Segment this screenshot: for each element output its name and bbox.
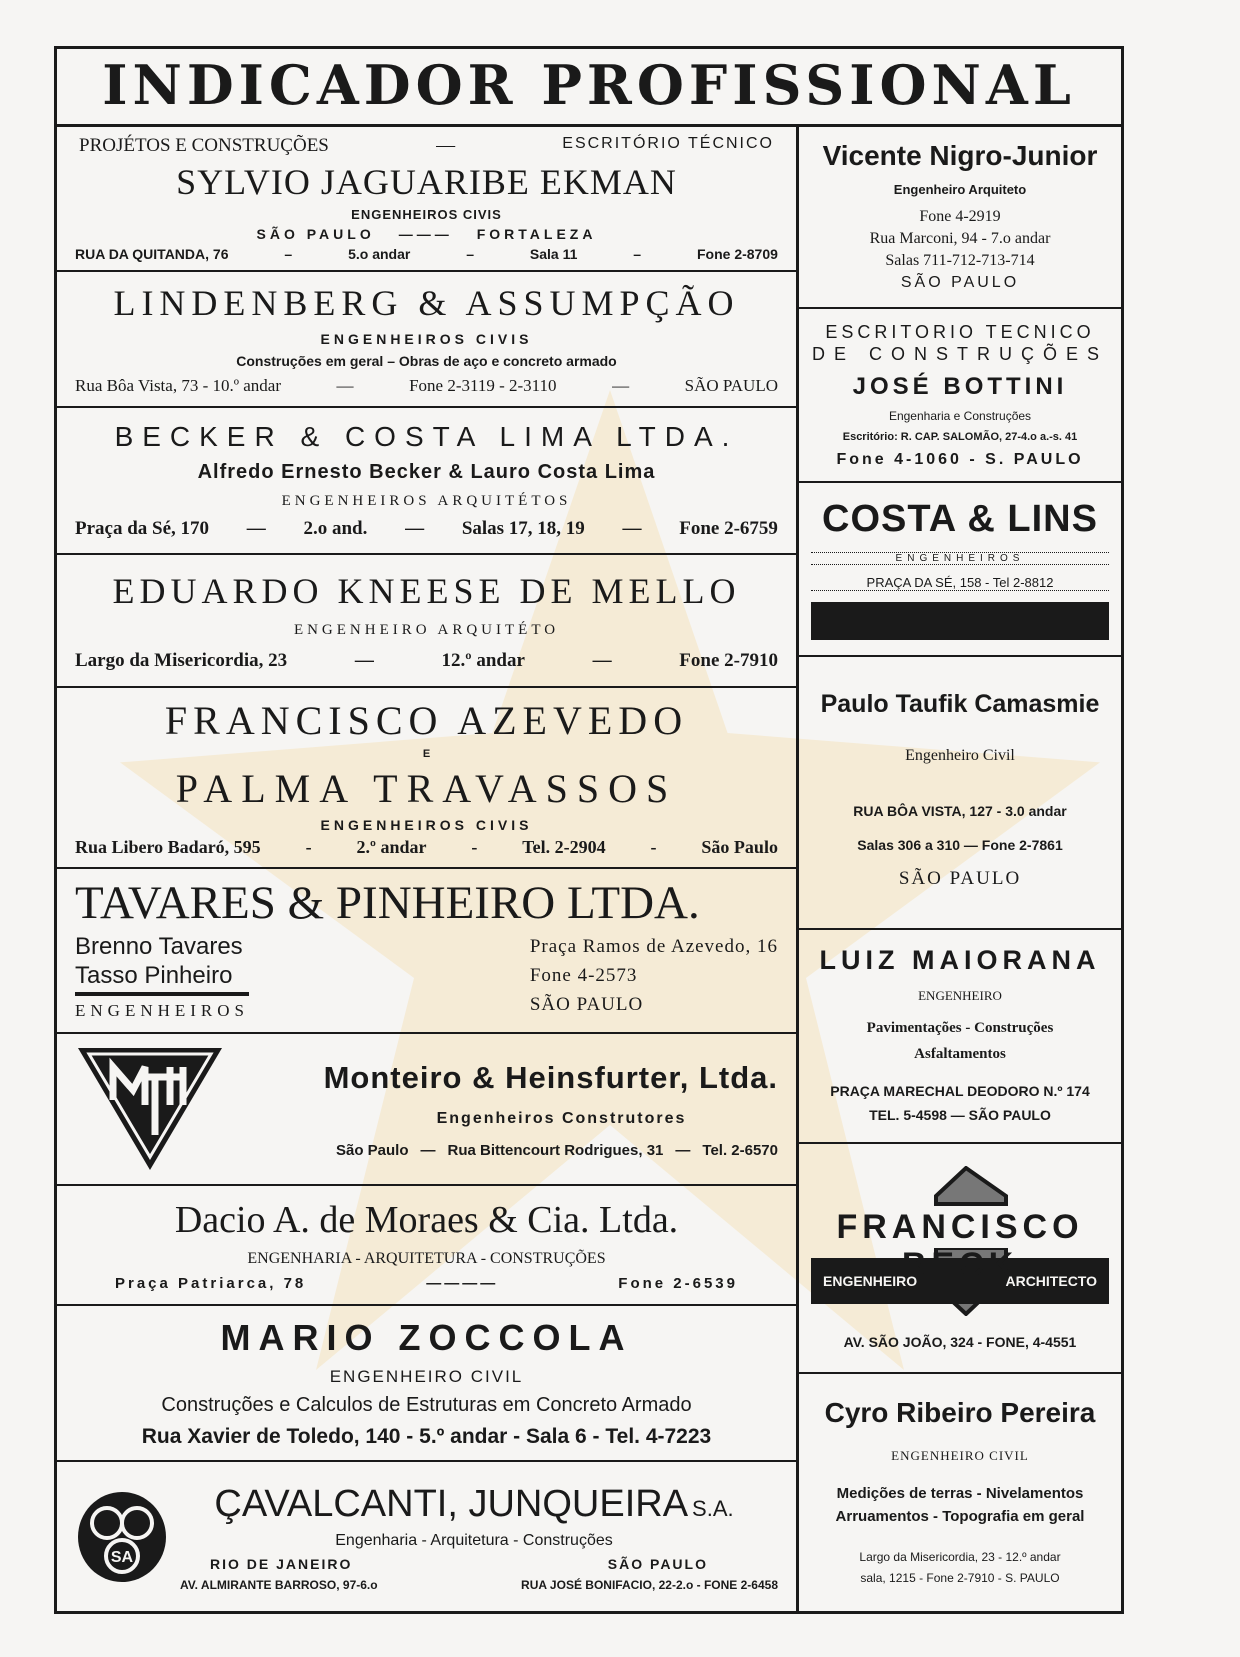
address: PRAÇA MARECHAL DEODORO N.º 174: [830, 1082, 1090, 1099]
ad-subtitle: ENGENHARIA - ARQUITETURA - CONSTRUÇÕES: [247, 1249, 606, 1267]
ad-cavalcanti-junqueira: [57, 1462, 796, 1612]
ad-dacio-moraes: [57, 1186, 796, 1306]
ad-subtitle: Engenheiros Construtores: [436, 1109, 687, 1127]
dash: –: [466, 246, 475, 262]
ad-people: Alfredo Ernesto Becker & Lauro Costa Lima: [197, 461, 656, 484]
ad-heading: DE CONSTRUÇÕES: [811, 344, 1108, 364]
city: SÃO PAULO: [256, 226, 375, 242]
ad-description: Pavimentações - Construções: [866, 1020, 1054, 1037]
address: Rua Bittencourt Rodrigues, 31: [447, 1141, 664, 1159]
ad-name: FRANCISCO BECK: [836, 1208, 1084, 1284]
prism-top-icon: [921, 1166, 1011, 1206]
band-label: ARCHITECTO: [1005, 1273, 1097, 1289]
address: Rua Marconi, 94 - 7.o andar: [869, 229, 1051, 247]
address: Rua Bôa Vista, 73 - 10.º andar: [75, 375, 282, 395]
ad-name-1: FRANCISCO AZEVEDO: [164, 697, 689, 743]
address: Praça da Sé, 170: [75, 518, 210, 540]
person: Brenno Tavares: [75, 933, 243, 961]
dash: –: [633, 246, 642, 262]
ad-name: LUIZ MAIORANA: [819, 945, 1101, 976]
ad-name: TAVARES & PINHEIRO LTDA.: [75, 876, 700, 929]
dash: ————: [426, 1275, 499, 1293]
address: Escritório: R. CAP. SALOMÃO, 27-4.o a.-s. 41: [842, 431, 1078, 443]
dash: —: [354, 649, 374, 671]
address: RUA BÔA VISTA, 127 - 3.0 andar: [853, 802, 1067, 819]
ad-becker-costa-lima: [57, 408, 796, 555]
address: RUA DA QUITANDA, 76: [75, 246, 229, 262]
svg-text:SA: SA: [110, 1548, 134, 1566]
rooms: Salas 17, 18, 19: [461, 518, 585, 540]
ad-name: BECKER & COSTA LIMA LTDA.: [114, 420, 739, 452]
dash: –: [284, 246, 293, 262]
address: AV. SÃO JOÃO, 324 - FONE, 4-4551: [843, 1334, 1077, 1350]
ad-azevedo-travassos: [57, 688, 796, 869]
ad-subtitle: ENGENHEIROS ARQUITÉTOS: [281, 492, 572, 509]
phone: Fone 4-2919: [919, 207, 1001, 225]
city: RIO DE JANEIRO: [210, 1555, 353, 1572]
mh-logo-icon: [75, 1045, 225, 1173]
ad-name: Dacio A. de Moraes & Cia. Ltda.: [174, 1198, 679, 1241]
floor: 5.o andar: [348, 246, 411, 262]
dash: —: [612, 375, 630, 395]
ad-name: Monteiro & Heinsfurter, Ltda.: [323, 1059, 778, 1095]
city: SÃO PAULO: [684, 375, 778, 395]
dash: —: [622, 518, 642, 540]
page-title: INDICADOR PROFISSIONAL: [54, 46, 1124, 127]
dash: -: [471, 837, 478, 858]
ad-heading: ESCRITORIO TECNICO: [825, 322, 1095, 342]
address: Praça Patriarca, 78: [115, 1275, 307, 1293]
address: Largo da Misericordia, 23 - 12.º andar: [859, 1550, 1061, 1565]
cj-sa-logo-icon: [75, 1490, 170, 1585]
ad-name: COSTA & LINS: [822, 497, 1098, 540]
ad-name: MARIO ZOCCOLA: [220, 1317, 633, 1359]
ad-subtitle: Engenharia - Arquitetura - Construções: [335, 1531, 613, 1549]
address: Rua Libero Badaró, 595: [75, 837, 261, 858]
ad-lindenberg: [57, 272, 796, 408]
phone: Fone 4-2573: [529, 965, 638, 987]
phone: Fone 2-8709: [696, 246, 778, 262]
ad-description: Medições de terras - Nivelamentos: [836, 1485, 1084, 1503]
ad-name: SYLVIO JAGUARIBE EKMAN: [176, 162, 677, 202]
ad-name: LINDENBERG & ASSUMPÇÃO: [113, 283, 740, 324]
ad-subtitle: ENGENHEIROS CIVIS: [320, 330, 533, 347]
city: São Paulo: [336, 1141, 409, 1159]
ad-tavares-pinheiro: [57, 869, 796, 1034]
ad-name: Vicente Nigro-Junior: [822, 140, 1098, 172]
ad-name: JOSÉ BOTTINI: [852, 373, 1068, 400]
ad-costa-lins: [799, 483, 1121, 657]
ad-subtitle: ENGENHEIRO CIVIL: [329, 1366, 524, 1386]
ad-subtitle: ENGENHEIRO CIVIL: [891, 1447, 1029, 1463]
ad-name: EDUARDO KNEESE DE MELLO: [112, 570, 741, 611]
city: SÃO PAULO: [898, 867, 1022, 889]
phone: Tel. 2-6570: [702, 1141, 778, 1159]
ad-vicente-nigro: [799, 127, 1121, 309]
city: SÃO PAULO: [607, 1555, 708, 1572]
dash: —: [246, 518, 266, 540]
ad-subtitle: ENGENHEIRO ARQUITÉTO: [293, 622, 560, 638]
ad-mario-zoccola: [57, 1306, 796, 1462]
ad-subtitle: ENGENHEIROS: [811, 552, 1109, 565]
ad-name: Paulo Taufik Camasmie: [820, 689, 1100, 718]
phone: TEL. 5-4598 — SÃO PAULO: [869, 1106, 1051, 1123]
ad-luiz-maiorana: [799, 930, 1121, 1144]
francisco-beck-logo: [811, 1166, 1109, 1316]
ad-subtitle: ENGENHEIROS CIVIS: [351, 207, 502, 222]
phone: sala, 1215 - Fone 2-7910 - S. PAULO: [860, 1571, 1060, 1586]
band-label: ENGENHEIRO: [823, 1273, 918, 1289]
ad-francisco-beck: [799, 1144, 1121, 1374]
rooms: Salas 711-712-713-714: [885, 251, 1035, 269]
ad-subtitle: ENGENHEIROS CIVIS: [320, 816, 533, 833]
phone: Fone 2-7910: [679, 649, 778, 671]
ad-description: Construções em geral – Obras de aço e concreto armado: [236, 353, 617, 370]
phone: Fone 4-1060 - S. PAULO: [836, 451, 1084, 468]
ad-subtitle: Engenheiro Civil: [905, 747, 1015, 764]
dash: —: [336, 375, 354, 395]
address: AV. ALMIRANTE BARROSO, 97-6.o: [180, 1577, 378, 1592]
ad-name-2: PALMA TRAVASSOS: [175, 765, 678, 811]
dash: -: [305, 837, 312, 858]
dash: ———: [398, 226, 453, 242]
address: PRAÇA DA SÉ, 158 - Tel 2-8812: [811, 575, 1109, 591]
ad-sylvio-ekman: [57, 127, 796, 272]
address: Praça Ramos de Azevedo, 16: [529, 936, 778, 958]
ad-kneese-de-mello: [57, 555, 796, 688]
person: Tasso Pinheiro: [75, 961, 249, 996]
dash: —: [592, 649, 612, 671]
floor: 12.º andar: [441, 649, 525, 671]
dash: -: [650, 837, 657, 858]
floor: 2.o and.: [303, 518, 368, 540]
ad-cyro-ribeiro: [799, 1374, 1121, 1612]
floor: 2.º andar: [356, 837, 427, 858]
ad-subtitle: ENGENHEIROS: [75, 1001, 249, 1021]
ad-jose-bottini: [799, 309, 1121, 483]
ad-name: ÇAVALCANTI, JUNQUEIRA: [214, 1482, 689, 1525]
address: Rua Xavier de Toledo, 140 - 5.º andar - Sala 6 - Tel. 4-7223: [141, 1424, 712, 1448]
ad-description: Arruamentos - Topografia em geral: [835, 1508, 1085, 1526]
ad-monteiro-heinsfurter: [57, 1034, 796, 1186]
ad-tagline: PROJÉTOS E CONSTRUÇÕES: [79, 135, 329, 156]
ad-conjunction: E: [422, 748, 431, 761]
phone: Fone 2-6759: [679, 518, 778, 540]
dash: —: [436, 135, 456, 156]
dash: —: [405, 518, 425, 540]
address: Largo da Misericordia, 23: [75, 649, 288, 671]
ad-suffix: S.A.: [692, 1495, 734, 1521]
city: SÃO PAULO: [900, 273, 1020, 291]
ad-name: Cyro Ribeiro Pereira: [824, 1396, 1096, 1428]
phone: Fone 2-3119 - 2-3110: [409, 375, 557, 395]
phone: Salas 306 a 310 — Fone 2-7861: [857, 836, 1063, 853]
ad-paulo-taufik: [799, 657, 1121, 930]
dash: —: [420, 1141, 436, 1159]
room: Sala 11: [529, 246, 578, 262]
ad-tagline-2: ESCRITÓRIO TÉCNICO: [562, 135, 774, 152]
ad-subtitle: Engenheiro Arquiteto: [893, 181, 1027, 197]
city: SÃO PAULO: [529, 994, 644, 1016]
address: RUA JOSÉ BONIFACIO, 22-2.o - FONE 2-6458: [521, 1577, 778, 1592]
city: São Paulo: [701, 837, 778, 858]
ad-description: Asfaltamentos: [914, 1046, 1006, 1063]
dash: —: [675, 1141, 691, 1159]
city: FORTALEZA: [476, 226, 597, 242]
black-band: [811, 602, 1109, 640]
ad-subtitle: ENGENHEIRO: [918, 987, 1002, 1003]
phone: Tel. 2-2904: [522, 837, 606, 858]
phone: Fone 2-6539: [618, 1275, 738, 1293]
ad-description: Construções e Calculos de Estruturas em Concreto Armado: [161, 1394, 692, 1417]
ad-subtitle: Engenharia e Construções: [888, 409, 1032, 423]
